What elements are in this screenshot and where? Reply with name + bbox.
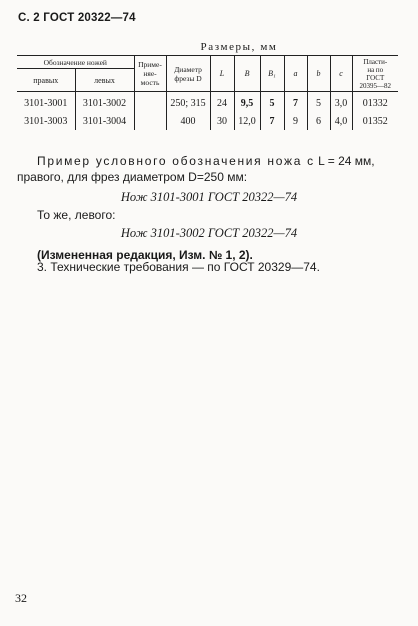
header-knife-designation: Обозначение ножей <box>17 56 134 69</box>
page-header: С. 2 ГОСТ 20322—74 <box>18 12 136 24</box>
header-c: c <box>330 56 352 92</box>
cell-L: 24 <box>210 92 234 113</box>
amendment-note: (Измененная редакция, Изм. № 1, 2). <box>37 248 253 262</box>
cell-application <box>134 92 166 113</box>
cell-right: 3101-3001 <box>24 97 68 109</box>
example-intro-rest: L = 24 мм, <box>318 154 375 168</box>
cell-plate: 01332 <box>352 92 398 113</box>
cell-a: 9 <box>284 112 307 130</box>
same-left-label: То же, левого: <box>37 208 116 222</box>
cell-left: 3101-3004 <box>75 112 134 130</box>
cell-B: 12,0 <box>234 112 260 130</box>
cell-c: 3,0 <box>330 92 352 113</box>
cell-L: 30 <box>210 112 234 130</box>
header-b: b <box>307 56 330 92</box>
header-a: a <box>284 56 307 92</box>
table-row <box>17 112 398 130</box>
example-intro-line2: правого, для фрез диаметром D=250 мм: <box>17 170 248 184</box>
cell-B1: 5 <box>260 92 284 113</box>
header-application: Приме- няе- мость <box>134 56 166 92</box>
header-B: B <box>234 56 260 92</box>
header-L: L <box>210 56 234 92</box>
header-diameter: Диаметр фрезы D <box>166 56 210 92</box>
cell-b: 6 <box>307 112 330 130</box>
example-intro <box>37 153 407 170</box>
cell-c: 4,0 <box>330 112 352 130</box>
dimensions-table <box>17 55 398 130</box>
cell-b: 5 <box>307 92 330 113</box>
example-right-designation: Нож 3101-3001 ГОСТ 20322—74 <box>120 190 298 204</box>
cell-a: 7 <box>284 92 307 113</box>
header-right: правых <box>33 75 59 85</box>
example-intro-spaced: Пример условного обозначения ножа с <box>37 154 315 168</box>
example-left-designation: Нож 3101-3002 ГОСТ 20322—74 <box>120 226 298 240</box>
table-row <box>17 92 398 113</box>
cell-application <box>134 112 166 130</box>
page-number: 32 <box>15 591 27 605</box>
cell-B: 9,5 <box>234 92 260 113</box>
cell-diameter: 400 <box>166 112 210 130</box>
header-plate: Пласти- на по ГОСТ 20395—82 <box>352 56 398 92</box>
cell-right: 3101-3003 <box>24 115 68 127</box>
table-caption: Размеры, мм <box>200 41 278 53</box>
cell-B1: 7 <box>260 112 284 130</box>
header-left: левых <box>75 69 134 92</box>
cell-plate: 01352 <box>352 112 398 130</box>
header-B1: B₁ <box>260 56 284 92</box>
cell-diameter: 250; 315 <box>166 92 210 113</box>
item-3-requirements: 3. Технические требования — по ГОСТ 20329—74. <box>37 260 320 274</box>
cell-left: 3101-3002 <box>75 92 134 113</box>
